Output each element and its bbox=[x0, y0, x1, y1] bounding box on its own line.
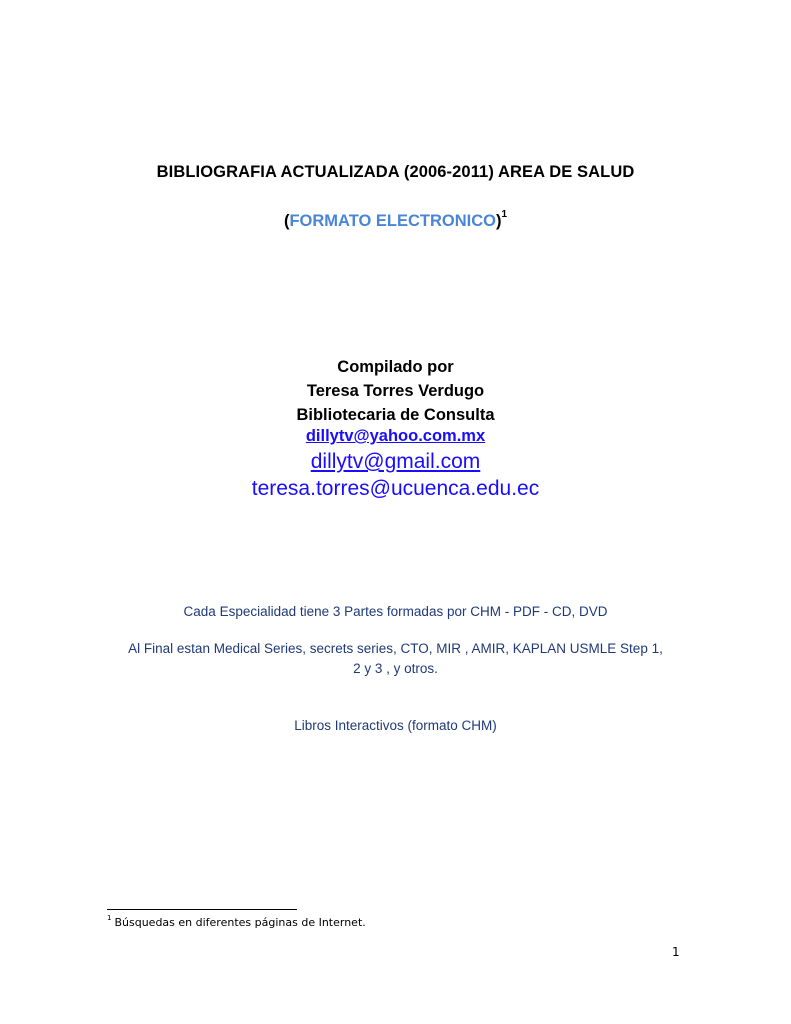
footnote-number: 1 bbox=[107, 914, 112, 922]
email-link-gmail[interactable]: dillytv@gmail.com bbox=[310, 450, 481, 473]
footnote bbox=[107, 916, 366, 929]
subtitle-format-text: FORMATO ELECTRONICO bbox=[289, 212, 496, 230]
page-number: 1 bbox=[672, 945, 680, 959]
compiled-label: Compilado por bbox=[337, 358, 454, 376]
email-link-yahoo[interactable]: dillytv@yahoo.com.mx bbox=[305, 427, 486, 445]
info-series-line-2: 2 y 3 , y otros. bbox=[353, 661, 438, 676]
info-interactive-books: Libros Interactivos (formato CHM) bbox=[294, 718, 497, 733]
email-ucuenca: teresa.torres@ucuenca.edu.ec bbox=[251, 477, 540, 500]
compiler-name: Teresa Torres Verdugo bbox=[306, 382, 485, 400]
info-specialty-parts: Cada Especialidad tiene 3 Partes formadas por CHM - PDF - CD, DVD bbox=[183, 604, 608, 619]
compiler-role: Bibliotecaria de Consulta bbox=[296, 406, 495, 424]
subtitle-open-paren: ( bbox=[283, 212, 290, 230]
format-subtitle bbox=[0, 209, 791, 231]
footnote-separator bbox=[107, 909, 297, 910]
footnote-reference: 1 bbox=[501, 209, 508, 220]
compiled-by-block bbox=[0, 355, 791, 427]
document-title: BIBLIOGRAFIA ACTUALIZADA (2006-2011) AREA DE SALUD bbox=[156, 163, 635, 181]
subtitle-close-paren: ) bbox=[496, 212, 502, 230]
footnote-text: Búsquedas en diferentes páginas de Internet. bbox=[114, 916, 366, 929]
info-series-line-1: Al Final estan Medical Series, secrets series, CTO, MIR , AMIR, KAPLAN USMLE Step 1, bbox=[128, 641, 663, 656]
